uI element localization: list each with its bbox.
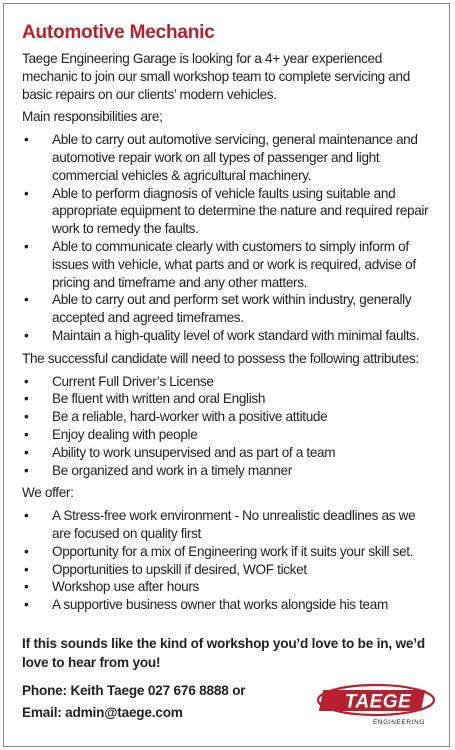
job-ad bbox=[22, 22, 437, 724]
list-item: • A Stress-free work environment - No unrealistic deadlines as we are focused on quality first bbox=[22, 507, 437, 543]
attributes-list bbox=[22, 373, 437, 480]
list-item: • A supportive business owner that works alongside his team bbox=[22, 596, 437, 614]
list-item: • Enjoy dealing with people bbox=[22, 426, 437, 444]
list-item: • Current Full Driver’s License bbox=[22, 373, 437, 391]
list-item: • Be organized and work in a timely manner bbox=[22, 462, 437, 480]
list-item: • Able to carry out and perform set work within industry, generally accepted and agreed timeframes. bbox=[22, 291, 437, 327]
list-item: • Ability to work unsupervised and as part of a team bbox=[22, 444, 437, 462]
responsibilities-heading: Main responsibilities are; bbox=[22, 109, 163, 125]
offers-list bbox=[22, 507, 437, 614]
responsibilities-list bbox=[22, 131, 437, 345]
offer-heading: We offer: bbox=[22, 485, 74, 501]
phone-line: Phone: Keith Taege 027 676 8888 or bbox=[22, 682, 246, 698]
call-to-action: If this sounds like the kind of workshop you’d love to be in, we’d love to hear from you! bbox=[22, 635, 425, 670]
list-item: • Be a reliable, hard-worker with a positive attitude bbox=[22, 408, 437, 426]
email-line: Email: admin@taege.com bbox=[22, 704, 183, 720]
intro-paragraph: Taege Engineering Garage is looking for a 4+ year experienced mechanic to join our small workshop team to complete servicing and basic repairs on our clients’ modern vehicles. bbox=[22, 51, 410, 102]
list-item: • Opportunities to upskill if desired, WOF ticket bbox=[22, 561, 437, 579]
job-title: Automotive Mechanic bbox=[22, 22, 215, 43]
attributes-heading: The successful candidate will need to possess the following attributes: bbox=[22, 350, 419, 366]
list-item: • Be fluent with written and oral English bbox=[22, 390, 437, 408]
logo-name: TAEGE bbox=[344, 691, 412, 713]
taege-logo bbox=[315, 682, 437, 728]
list-item: • Workshop use after hours bbox=[22, 578, 437, 596]
list-item: • Able to carry out automotive servicing, general maintenance and automotive repair work on all types of passenger and light commercial vehicles & agricultural machinery. bbox=[22, 131, 437, 184]
list-item: • Able to perform diagnosis of vehicle faults using suitable and appropriate equipment to determine the nature and required repair work to remedy the faults. bbox=[22, 185, 437, 238]
list-item: • Opportunity for a mix of Engineering work if it suits your skill set. bbox=[22, 543, 437, 561]
logo-tagline: ENGINEERING bbox=[372, 719, 426, 726]
list-item: • Able to communicate clearly with customers to simply inform of issues with vehicle, what parts and or work is required, advise of pricing and timeframe and any other matters. bbox=[22, 238, 437, 291]
list-item: • Maintain a high-quality level of work standard with minimal faults. bbox=[22, 327, 437, 345]
